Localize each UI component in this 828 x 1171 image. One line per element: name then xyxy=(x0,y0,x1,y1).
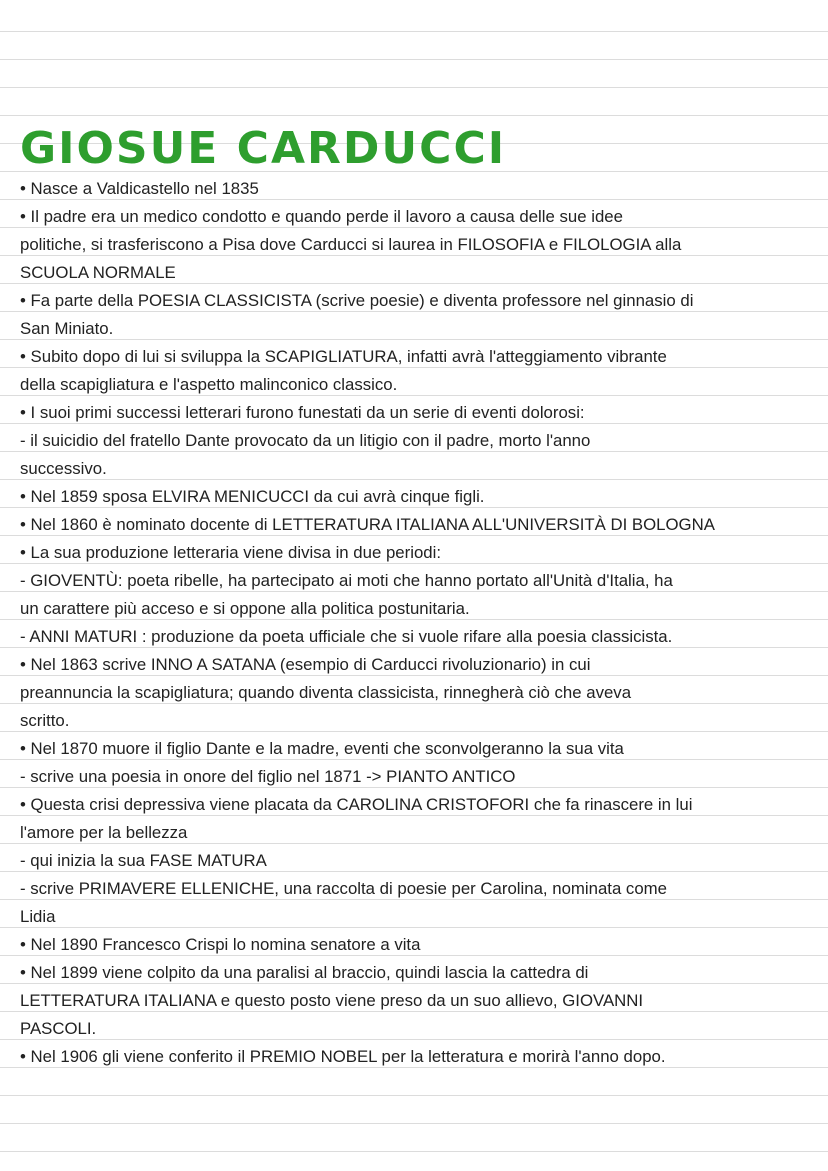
note-line: • Nasce a Valdicastello nel 1835 xyxy=(20,179,259,198)
note-line: SCUOLA NORMALE xyxy=(20,263,176,282)
note-line: PASCOLI. xyxy=(20,1019,97,1038)
note-line: - ANNI MATURI : produzione da poeta ufficiale che si vuole rifare alla poesia classicista. xyxy=(20,627,673,646)
note-line: scritto. xyxy=(20,711,70,730)
note-line: - GIOVENTÙ: poeta ribelle, ha partecipato ai moti che hanno portato all'Unità d'Italia, ha xyxy=(20,571,673,590)
note-line: San Miniato. xyxy=(20,319,114,338)
note-line: • Questa crisi depressiva viene placata da CAROLINA CRISTOFORI che fa rinascere in lui xyxy=(20,795,693,814)
note-line: • Nel 1899 viene colpito da una paralisi al braccio, quindi lascia la cattedra di xyxy=(20,963,589,982)
note-line: successivo. xyxy=(20,459,107,478)
note-line: • Nel 1890 Francesco Crispi lo nomina senatore a vita xyxy=(20,935,421,954)
note-line: • Fa parte della POESIA CLASSICISTA (scrive poesie) e diventa professore nel ginnasio di xyxy=(20,291,694,310)
note-line: - scrive una poesia in onore del figlio nel 1871 -> PIANTO ANTICO xyxy=(20,767,516,786)
note-line: • I suoi primi successi letterari furono funestati da un serie di eventi dolorosi: xyxy=(20,403,585,422)
note-line: Lidia xyxy=(20,907,56,926)
note-line: • Nel 1859 sposa ELVIRA MENICUCCI da cui avrà cinque figli. xyxy=(20,487,485,506)
note-line: • La sua produzione letteraria viene divisa in due periodi: xyxy=(20,543,442,562)
note-line: - qui inizia la sua FASE MATURA xyxy=(20,851,267,870)
note-line: • Nel 1860 è nominato docente di LETTERATURA ITALIANA ALL'UNIVERSITÀ DI BOLOGNA xyxy=(20,515,715,534)
note-line: un carattere più acceso e si oppone alla politica postunitaria. xyxy=(20,599,470,618)
note-line: • Il padre era un medico condotto e quando perde il lavoro a causa delle sue idee xyxy=(20,207,623,226)
note-line: - scrive PRIMAVERE ELLENICHE, una raccolta di poesie per Carolina, nominata come xyxy=(20,879,667,898)
note-line: LETTERATURA ITALIANA e questo posto viene preso da un suo allievo, GIOVANNI xyxy=(20,991,644,1010)
note-line: politiche, si trasferiscono a Pisa dove Carducci si laurea in FILOSOFIA e FILOLOGIA alla xyxy=(20,235,682,254)
note-line: preannuncia la scapigliatura; quando diventa classicista, rinnegherà ciò che aveva xyxy=(20,683,632,702)
note-line: l'amore per la bellezza xyxy=(20,823,188,842)
note-line: • Subito dopo di lui si sviluppa la SCAPIGLIATURA, infatti avrà l'atteggiamento vibrante xyxy=(20,347,667,366)
note-line: - il suicidio del fratello Dante provocato da un litigio con il padre, morto l'anno xyxy=(20,431,591,450)
note-line: • Nel 1863 scrive INNO A SATANA (esempio di Carducci rivoluzionario) in cui xyxy=(20,655,591,674)
note-line: • Nel 1870 muore il figlio Dante e la madre, eventi che sconvolgeranno la sua vita xyxy=(20,739,624,758)
page-title: GIOSUE CARDUCCI xyxy=(20,123,507,174)
note-line: della scapigliatura e l'aspetto malinconico classico. xyxy=(20,375,398,394)
notes-list xyxy=(20,175,810,1071)
note-line: • Nel 1906 gli viene conferito il PREMIO NOBEL per la letteratura e morirà l'anno dopo. xyxy=(20,1047,666,1066)
